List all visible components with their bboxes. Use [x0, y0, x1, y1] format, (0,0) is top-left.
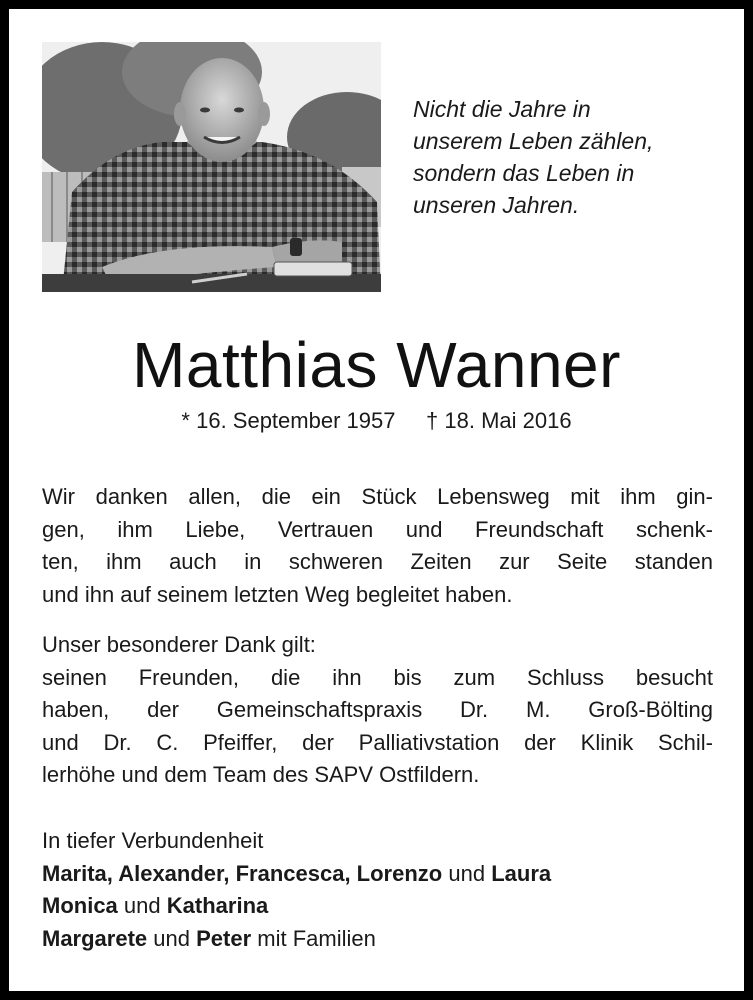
- mourner-names: Margarete: [42, 925, 148, 951]
- mourner-names: Monica: [42, 893, 118, 918]
- quote-line: sondern das Leben in: [413, 160, 635, 186]
- text-line: ten, ihm auch in schweren Zeiten zur Seite standen: [42, 549, 713, 574]
- quote-line: unserem Leben zählen,: [413, 128, 654, 154]
- signature-line: [42, 858, 551, 891]
- mourner-names: Laura: [491, 860, 552, 886]
- text-line: gen, ihm Liebe, Vertrauen und Freundschaft schenk-: [42, 516, 713, 542]
- quote-line: unseren Jahren.: [413, 192, 580, 218]
- signature-line: [42, 890, 551, 923]
- text-line: seinen Freunden, die ihn bis zum Schluss besucht: [42, 664, 713, 690]
- text-line: lerhöhe und dem Team des SAPV Ostfildern.: [42, 762, 480, 787]
- mourner-names: Marita, Alexander, Francesca, Lorenzo: [42, 860, 443, 886]
- conjunction: und: [448, 860, 486, 886]
- mourner-names: Peter: [196, 925, 252, 951]
- special-thanks-heading: Unser besonderer Dank gilt:: [42, 632, 316, 657]
- text-line: und ihn auf seinem letzten Weg begleitet haben.: [42, 581, 513, 607]
- signature-line: [42, 923, 551, 956]
- text-line: Wir danken allen, die ein Stück Lebensweg mit ihm gin-: [42, 484, 713, 509]
- signature-block: [42, 825, 551, 955]
- conjunction: und: [153, 925, 190, 951]
- deceased-name: Matthias Wanner: [132, 329, 621, 401]
- special-thanks-paragraph: [42, 629, 713, 792]
- family-suffix: mit Familien: [257, 925, 376, 951]
- mourner-names: Katharina: [166, 893, 269, 918]
- text-line: und Dr. C. Pfeiffer, der Palliativstation der Klinik Schil-: [42, 729, 713, 755]
- portrait-photo: [42, 42, 381, 292]
- quote-line: Nicht die Jahre in: [413, 96, 591, 122]
- conjunction: und: [123, 893, 161, 918]
- life-dates: * 16. September 1957 † 18. Mai 2016: [181, 408, 572, 433]
- signature-intro: In tiefer Verbundenheit: [42, 828, 264, 853]
- thanks-paragraph: [42, 481, 713, 611]
- text-line: haben, der Gemeinschaftspraxis Dr. M. Groß-Bölting: [42, 697, 713, 722]
- quote: [413, 93, 713, 221]
